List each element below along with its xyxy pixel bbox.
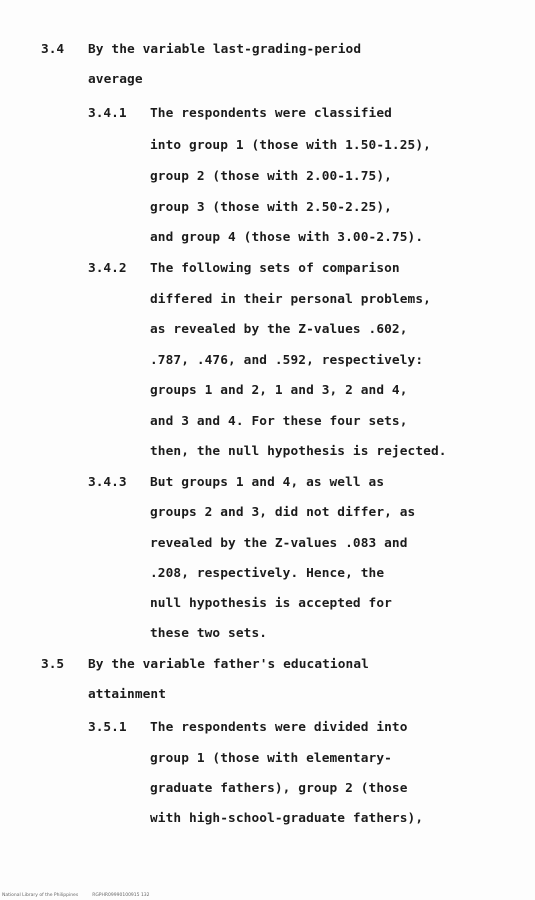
item-line: then, the null hypothesis is rejected. [150,444,447,459]
section-heading-line: attainment [88,687,167,702]
item-line: .787, .476, and .592, respectively: [150,353,424,368]
item-line: group 1 (those with elementary- [150,751,392,766]
item-line: graduate fathers), group 2 (those [150,781,408,796]
item-line: revealed by the Z-values .083 and [150,536,408,551]
item-number: 3.4.1 [88,106,127,121]
item-line: null hypothesis is accepted for [150,596,392,611]
section-heading-line: average [88,72,143,87]
item-number: 3.5.1 [88,720,127,735]
item-line: The respondents were classified [150,106,392,121]
footer-source: National Library of the Philippines [2,893,79,898]
item-number: 3.4.3 [88,475,127,490]
item-line: as revealed by the Z-values .602, [150,322,408,337]
item-line: group 3 (those with 2.50-2.25), [150,200,392,215]
item-line: .208, respectively. Hence, the [150,566,385,581]
item-line: these two sets. [150,626,268,641]
section-heading-line: By the variable father's educational [88,657,369,672]
item-line: group 2 (those with 2.00-1.75), [150,169,392,184]
item-number: 3.4.2 [88,261,127,276]
item-line: The following sets of comparison [150,261,400,276]
item-line: The respondents were divided into [150,720,408,735]
item-line: But groups 1 and 4, as well as [150,475,385,490]
item-line: into group 1 (those with 1.50-1.25), [150,138,431,153]
item-line: differed in their personal problems, [150,292,431,307]
item-line: groups 1 and 2, 1 and 3, 2 and 4, [150,383,408,398]
footer-code: RGPHR09990100915 132 [92,893,150,898]
page-footer [2,893,164,899]
item-line: and 3 and 4. For these four sets, [150,414,408,429]
item-line: with high-school-graduate fathers), [150,811,424,826]
item-line: groups 2 and 3, did not differ, as [150,505,416,520]
item-line: and group 4 (those with 3.00-2.75). [150,230,424,245]
section-heading-line: By the variable last-grading-period [88,42,362,57]
section-number: 3.4 [41,42,65,57]
section-number: 3.5 [41,657,65,672]
